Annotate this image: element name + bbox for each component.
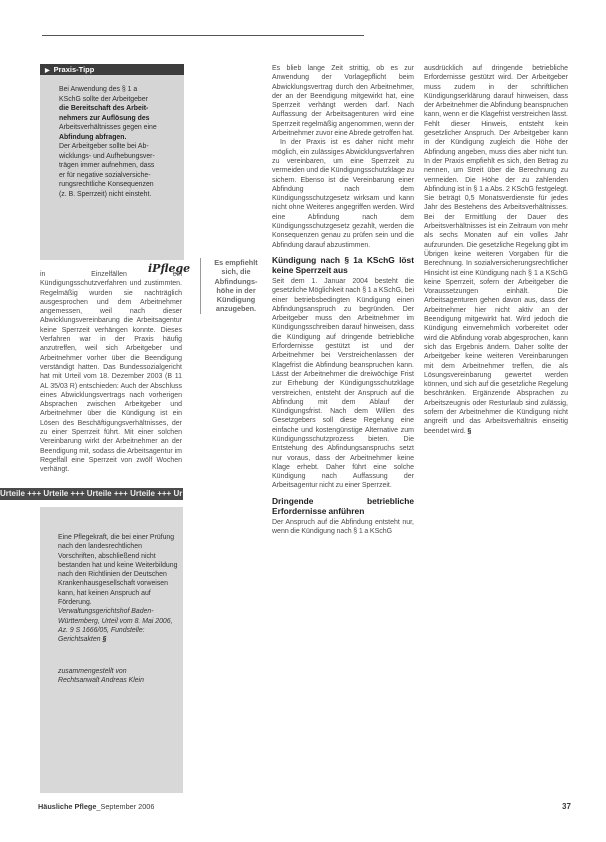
tip-line: wicklungs- und Aufhebungsver-: [59, 152, 155, 160]
body-paragraph: Es blieb lange Zeit strittig, ob es zur Anwendung der Vorlagepflicht beim Abwicklungsvertrag durch den Arbeitnehmer, der an der Beendigung mitgewirkt hat, eine Sperrzeit verhängt werden darf. Nach Auffassung der Arbeitsagenturen wird eine Sperrzeit regelmäßig angenommen, wenn der Arbeitnehmer zuvor eine Abrede getroffen hat.: [272, 65, 414, 138]
paragraph-end-mark: §: [102, 636, 107, 644]
quote-line: Abfindungs-: [214, 276, 258, 286]
body-paragraph: in Einzelfällen ein Kündigungsschutzverfahren und zustimmten. Regelmäßig wurden sie nachträglich ausgesprochen und dem Arbeitnehmer angemessen, weil nach dieser Abwicklungsvereinbarung die Arbeitsagentur keine Sperrzeit verhängen konnte. Dieses Verfahren war in der Praxis häufig anzutreffen, weil sich Arbeitgeber und Arbeitnehmer vorher über die Beendigung verständigt hatten. Das Bundessozialgericht hat mit Urteil vom 18. Dezember 2003 (B 11 AL 35/03 R) entschieden: Auch der Abschluss eines Abwicklungsvertrags nach vorherigen Absprachen zwischen Arbeitgeber und Arbeitnehmer über die Kündigung ist ein Lösen des Beschäftigungsverhältnisses, der zu einer Sperrzeit führt. Mit einer solchen Vereinbarung wirkt der Arbeitnehmer an der Beendigung mit, sodass die Arbeitsagentur im Regelfall eine Sperrzeit von zwölf Wochen verhängt.: [40, 271, 182, 474]
urteil-source: Verwaltungsgerichtshof Baden-Württemberg, Urteil vom 8. Mai 2006, Az. 9 S 1666/05, Fundstelle: Gerichtsakten §: [58, 608, 173, 644]
quote-line: Es empfiehlt: [214, 258, 258, 267]
tip-line: er für negative sozialversiche-: [59, 171, 151, 179]
quote-line: Kündigung: [216, 295, 256, 305]
urteile-band: Urteile +++ Urteile +++ Urteile +++ Urteile +++ Ur: [0, 489, 183, 498]
column-3-text: [424, 64, 568, 796]
urteil-text: [58, 533, 179, 685]
quote-line: anzugeben.: [215, 304, 257, 314]
tip-line: Der Arbeitgeber sollte bei Ab-: [59, 143, 149, 150]
quote-line: höhe in der: [216, 285, 256, 295]
pflege-logo: iPflege: [148, 262, 191, 275]
tip-line: Bei Anwendung des § 1 a: [59, 86, 138, 93]
footer-magazine: Häusliche Pflege_September 2006: [38, 802, 155, 811]
column-2-text: [272, 64, 414, 802]
body-paragraph: Seit dem 1. Januar 2004 besteht die gesetzliche Möglichkeit nach § 1 a KSchG, bei einer betriebsbedingten Kündigung einen Abfindungsanspruch zu begründen. Der Arbeitgeber muss den Arbeitnehmer im Kündigungsschreiben darauf hinweisen, dass die Kündigung auf dringende betriebliche Erfordernisse gestützt ist und der Arbeitnehmer bei Verstreichenlassen der Klagefrist die Abfindung beanspruchen kann. Lässt der Arbeitnehmer die dreiwöchige Frist zur Erhebung der Kündigungsschutzklage verstreichen, entsteht der Anspruch auf die Abfindung mit dem Ablauf der Kündigungsfrist. Nach dem Willen des Gesetzgebers soll diese Regelung eine einfache und kostengünstige Alternative zum Kündigungsschutzprozess bieten. Die Entstehung des Abfindungsanspruchs setzt nur voraus, dass der Arbeitnehmer keine Klage erhebt. Daher führt eine solche Kündigung nach Auffassung der Arbeitsagentur nicht zu einer Sperrzeit.: [272, 277, 414, 490]
praxis-tipp-text: [59, 85, 179, 199]
author-line: zusammengestellt von: [58, 667, 127, 675]
tip-line: die Bereitschaft des Arbeit-: [59, 105, 149, 112]
triangle-right-icon: ▶: [45, 68, 50, 74]
tip-line: rungsrechtliche Konsequenzen: [59, 181, 154, 188]
body-paragraph: Der Anspruch auf die Abfindung entsteht nur, wenn die Kündigung nach § 1 a KSchG: [272, 518, 414, 536]
urteil-summary: Eine Pflegekraft, die bei einer Prüfung nach den landesrechtlichen Vorschriften, abschließend nicht bestanden hat und keine Weiterbildung nach den Richtlinien der Deutschen Krankenhausgesellschaft vorweisen kann, hat keinen Anspruch auf Förderung.: [58, 534, 178, 607]
author-line: Rechtsanwalt Andreas Klein: [58, 676, 144, 684]
body-paragraph: ausdrücklich auf dringende betriebliche Erfordernisse gestützt wird. Der Arbeitgeber muss zudem in der schriftlichen Kündigungserklärung darauf hinweisen, dass der Arbeitnehmer die Abfindung beanspruchen kann, wenn er die Klagefrist verstreichen lässt. Fehlt dieser Hinweis, entsteht kein gesetzlicher Anspruch. Der Arbeitgeber kann in der Kündigung zugleich die Höhe der Abfindung angeben, muss dies aber nicht tun. In der Praxis empfiehlt es sich, den Betrag zu nennen, um Streit über die Berechnung zu vermeiden. Die Höhe der zu zahlenden Abfindung ist in § 1 a Abs. 2 KSchG festgelegt. Sie beträgt 0,5 Monatsverdienste für jedes Jahr des Bestehens des Arbeitsverhältnisses. Bei der Ermittlung der Dauer des Arbeitsverhältnisses ist ein Zeitraum von mehr als sechs Monaten auf ein volles Jahr aufzurunden. Die gesetzliche Regelung gibt im Übrigen keine weiteren Vorgaben für die Berechnung. In sozialversicherungsrechtlicher Hinsicht ist eine Kündigung nach § 1 a KSchG keine Sperrzeit, sofern der Arbeitgeber die Voraussetzungen einhält. Die Arbeitsagenturen gehen davon aus, dass der Arbeitnehmer hier nicht aktiv an der Beendigung mitgewirkt hat. Wird jedoch die Kündigung einvernehmlich vorbereitet oder wird die Abfindung vorab abgesprochen, kann sich das Ergebnis ändern. Daher sollte der Arbeitgeber keine weiteren Vereinbarungen mit dem Arbeitnehmer treffen, die als Lösungsvereinbarung gewertet werden können, und sich auf die gesetzliche Regelung beschränken. Ergänzende Absprachen zu Arbeitszeugnis oder Resturlaub sind zulässig, sofern der Arbeitnehmer die Kündigung nicht angreift und das Arbeitsverhältnis einseitig beendet wird. §: [424, 65, 568, 435]
tip-line: KSchG sollte der Arbeitgeber: [59, 95, 148, 103]
urteil-box: [40, 507, 183, 793]
tip-line: Abfindung abfragen.: [59, 133, 127, 141]
section-heading: Dringende betriebliche Erfordernisse anführen: [272, 495, 414, 516]
page-number: 37: [562, 802, 571, 811]
praxis-tipp-box: [40, 64, 184, 260]
column-1-text: [40, 270, 182, 482]
pull-quote: [200, 258, 265, 314]
praxis-tipp-heading: Praxis-Tipp: [53, 65, 95, 74]
quote-line: sich, die: [221, 267, 251, 277]
tip-line: trägen immer aufnehmen, dass: [59, 162, 155, 169]
body-paragraph: In der Praxis ist es daher nicht mehr möglich, ein zulässiges Abwicklungsverfahren zu vereinbaren, um eine Sperrzeit zu vermeiden und die Kündigungsschutzklage zu sichern. Ebenso ist die Vereinbarung einer Abfindung nach dem Kündigungsschutzgesetz wirksam und kann nicht ohne Weiteres angegriffen werden. Wird eine Abfindung nach dem Kündigungsschutzgesetz gezahlt, werden die Konsequenzen genau zu prüfen sein und die Abfindung darauf abzustimmen.: [272, 139, 414, 249]
paragraph-end-mark: §: [467, 427, 472, 435]
tip-line: nehmers zur Auflösung des: [59, 114, 150, 122]
section-heading: Kündigung nach § 1a KSchG löst keine Sperrzeit aus: [272, 254, 414, 275]
praxis-tipp-header: [40, 64, 184, 75]
tip-line: Arbeitsverhältnisses gegen eine: [59, 124, 157, 131]
header-rule: [42, 35, 364, 36]
tip-line: (z. B. Sperrzeit) nicht einsteht.: [59, 190, 152, 198]
